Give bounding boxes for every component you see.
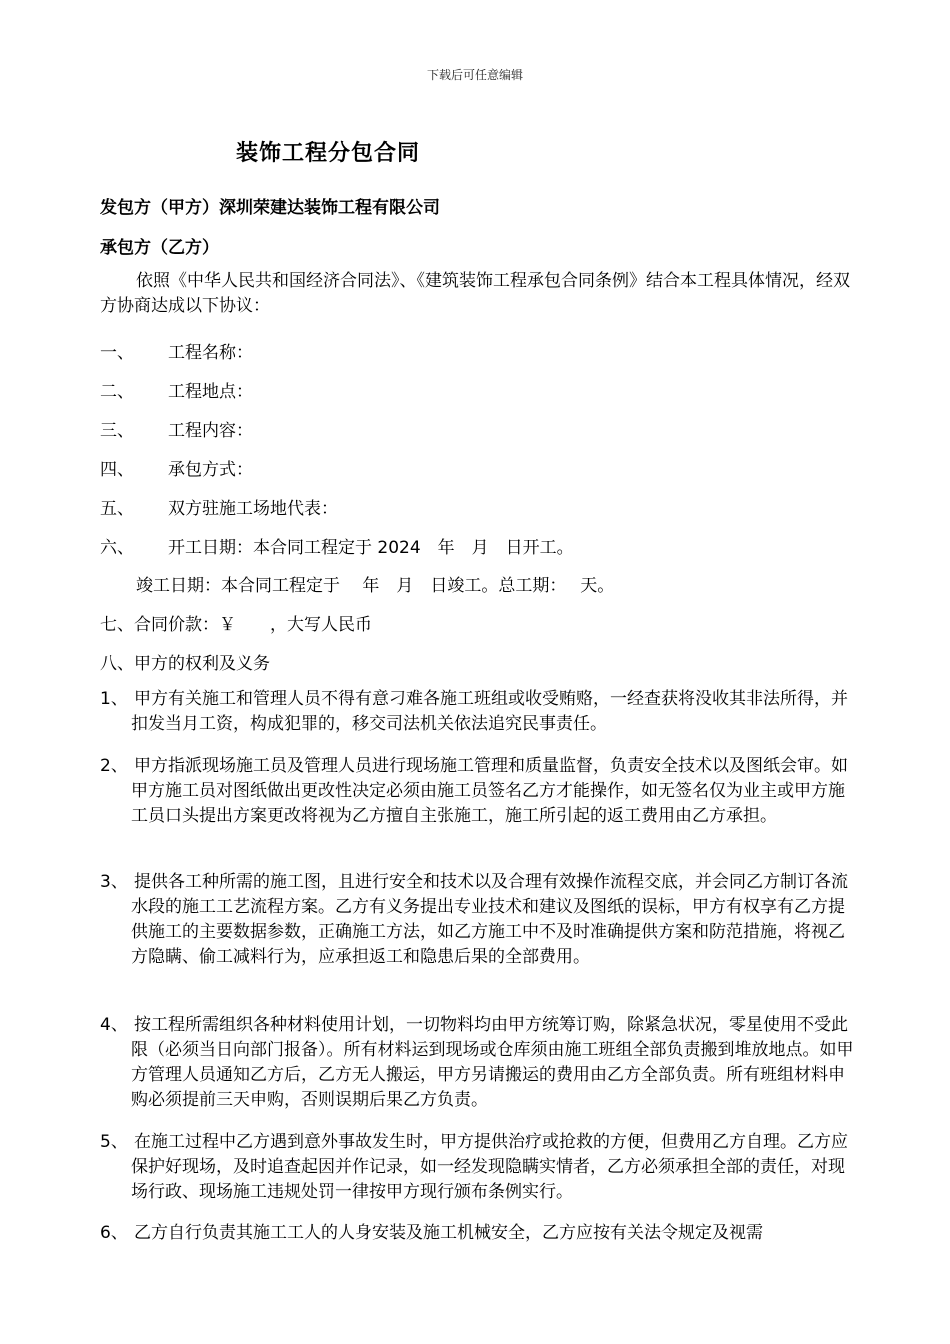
section-contract-mode <box>100 455 253 480</box>
item-number: 6、 <box>100 1223 128 1243</box>
obligation-item-1 <box>100 687 860 737</box>
section-site-representatives <box>100 494 338 519</box>
section-number: 六、 <box>100 538 134 558</box>
section-text: 承包方式： <box>168 460 253 480</box>
section-project-content <box>100 416 253 441</box>
item-number: 4、 <box>100 1015 128 1035</box>
section-number: 三、 <box>100 421 134 441</box>
section-project-location <box>100 377 253 402</box>
item-text: 提供各工种所需的施工图，且进行安全和技术以及合理有效操作流程交底，并会同乙方制订各流水段的施工工艺流程方案。乙方有义务提出专业技术和建议及图纸的误标，甲方有权享有乙方提供施工的主要数据参数，正确施工方法，如乙方施工中不及时准确提供方案和防范措施，将视乙方隐瞒、偷工减料行为，应承担返工和隐患后果的全部费用。 <box>131 872 848 967</box>
item-text: 乙方自行负责其施工工人的人身安装及施工机械安全，乙方应按有关法令规定及视需 <box>134 1223 763 1243</box>
item-text: 按工程所需组织各种材料使用计划，一切物料均由甲方统筹订购，除紧急状况，零星使用不受此限（必须当日向部门报备）。所有材料运到现场或仓库须由施工班组全部负责搬到堆放地点。如甲方管理人员通知乙方后，乙方无人搬运，甲方另请搬运的费用由乙方全部负责。所有班组材料申购必须提前三天申购，否则误期后果乙方负责。 <box>131 1015 854 1110</box>
contract-price-line: 七、合同价款：￥ ，大写人民币 <box>100 615 372 635</box>
section-text: 工程名称： <box>168 343 253 363</box>
section-text: 双方驻施工场地代表： <box>168 499 338 519</box>
obligation-item-2 <box>100 754 860 829</box>
item-number: 5、 <box>100 1132 128 1152</box>
party-a-rights-heading: 八、甲方的权利及义务 <box>100 654 270 674</box>
item-number: 3、 <box>100 872 128 892</box>
obligation-item-6 <box>100 1221 860 1246</box>
section-text: 工程内容： <box>168 421 253 441</box>
section-number: 一、 <box>100 343 134 363</box>
obligation-item-3 <box>100 870 860 970</box>
item-text: 甲方指派现场施工员及管理人员进行现场施工管理和质量监督，负责安全技术以及图纸会审。如甲方施工员对图纸做出更改性决定必须由施工员签名乙方才能操作，如无签名仅为业主或甲方施工员口头提出方案更改将视为乙方擅自主张施工，施工所引起的返工费用由乙方承担。 <box>131 756 848 826</box>
party-b-line: 承包方（乙方） <box>100 238 219 258</box>
item-number: 1、 <box>100 689 128 709</box>
obligation-item-4 <box>100 1013 860 1113</box>
section-text: 工程地点： <box>168 382 253 402</box>
page-header-note: 下载后可任意编辑 <box>426 68 523 82</box>
item-text: 甲方有关施工和管理人员不得有意刁难各施工班组或收受贿赂，一经查获将没收其非法所得，并扣发当月工资，构成犯罪的，移交司法机关依法追究民事责任。 <box>131 689 848 734</box>
section-number: 四、 <box>100 460 134 480</box>
section-number: 五、 <box>100 499 134 519</box>
item-text: 在施工过程中乙方遇到意外事故发生时，甲方提供治疗或抢救的方便，但费用乙方自理。乙方应保护好现场，及时追查起因并作记录，如一经发现隐瞒实情者，乙方必须承担全部的责任，对现场行政、现场施工违规处罚一律按甲方现行颁布条例实行。 <box>131 1132 848 1202</box>
intro-paragraph: 依照《中华人民共和国经济合同法》、《建筑装饰工程承包合同条例》结合本工程具体情况，经双方协商达成以下协议： <box>100 271 850 316</box>
document-title: 装饰工程分包合同 <box>236 141 421 166</box>
section-project-name <box>100 338 253 363</box>
section-number: 二、 <box>100 382 134 402</box>
obligation-item-5 <box>100 1130 860 1205</box>
party-a-line: 发包方（甲方）深圳荣建达装饰工程有限公司 <box>100 198 440 218</box>
item-number: 2、 <box>100 756 128 776</box>
section-start-date <box>100 533 574 558</box>
section-text: 开工日期：本合同工程定于 2024 年 月 日开工。 <box>168 538 574 558</box>
completion-date-line: 竣工日期：本合同工程定于 年 月 日竣工。总工期： 天。 <box>136 576 615 596</box>
